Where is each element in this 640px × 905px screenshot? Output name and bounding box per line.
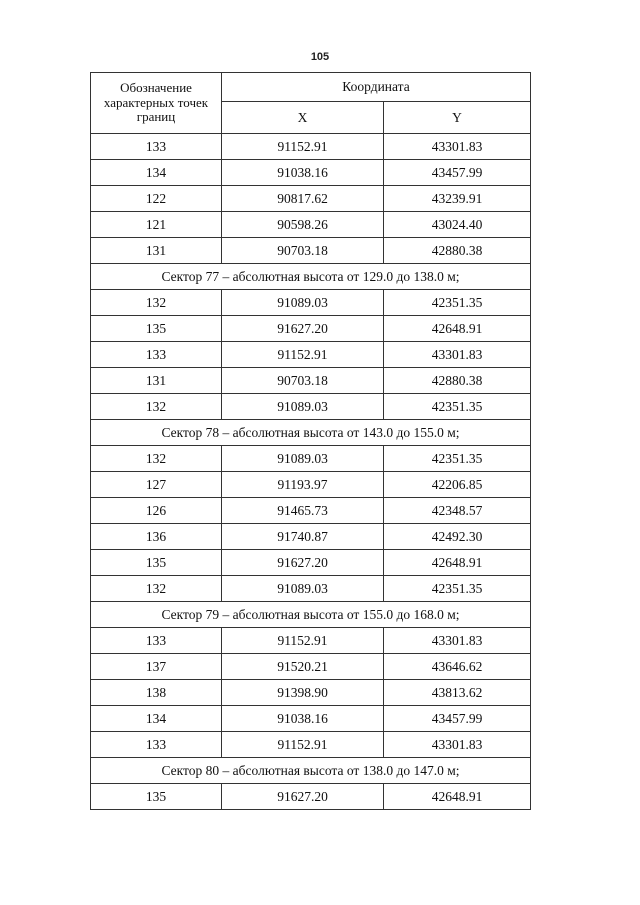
x-coordinate-cell: 91152.91 <box>222 134 384 160</box>
x-coordinate-cell: 90703.18 <box>222 238 384 264</box>
point-id-cell: 133 <box>91 732 222 758</box>
table-row <box>91 576 531 602</box>
table-row <box>91 446 531 472</box>
table-row <box>91 628 531 654</box>
y-coordinate-cell: 42351.35 <box>384 394 531 420</box>
y-coordinate-cell: 43301.83 <box>384 134 531 160</box>
table-row <box>91 238 531 264</box>
x-coordinate-cell: 91152.91 <box>222 342 384 368</box>
table-row <box>91 160 531 186</box>
y-coordinate-cell: 43301.83 <box>384 342 531 368</box>
x-coordinate-cell: 91038.16 <box>222 706 384 732</box>
point-id-cell: 121 <box>91 212 222 238</box>
table-row <box>91 524 531 550</box>
table-row <box>91 316 531 342</box>
point-id-cell: 135 <box>91 316 222 342</box>
x-coordinate-cell: 91627.20 <box>222 550 384 576</box>
x-coordinate-cell: 91465.73 <box>222 498 384 524</box>
point-id-cell: 132 <box>91 290 222 316</box>
point-id-cell: 133 <box>91 342 222 368</box>
y-coordinate-cell: 43301.83 <box>384 732 531 758</box>
table-row <box>91 706 531 732</box>
point-id-cell: 126 <box>91 498 222 524</box>
point-id-cell: 122 <box>91 186 222 212</box>
point-id-cell: 135 <box>91 784 222 810</box>
y-coordinate-cell: 43239.91 <box>384 186 531 212</box>
point-id-cell: 132 <box>91 394 222 420</box>
x-coordinate-cell: 91627.20 <box>222 316 384 342</box>
table-row <box>91 498 531 524</box>
sector-heading: Сектор 77 – абсолютная высота от 129.0 до 138.0 м; <box>91 264 531 290</box>
point-id-cell: 131 <box>91 238 222 264</box>
y-coordinate-cell: 42351.35 <box>384 290 531 316</box>
y-coordinate-cell: 42880.38 <box>384 238 531 264</box>
table-row <box>91 784 531 810</box>
x-coordinate-cell: 91089.03 <box>222 576 384 602</box>
point-id-cell: 132 <box>91 446 222 472</box>
x-coordinate-cell: 91740.87 <box>222 524 384 550</box>
table-body <box>91 134 531 810</box>
y-coordinate-cell: 43646.62 <box>384 654 531 680</box>
point-id-cell: 133 <box>91 134 222 160</box>
y-coordinate-cell: 42492.30 <box>384 524 531 550</box>
point-id-cell: 127 <box>91 472 222 498</box>
point-id-cell: 134 <box>91 706 222 732</box>
point-id-cell: 137 <box>91 654 222 680</box>
x-coordinate-cell: 91193.97 <box>222 472 384 498</box>
point-id-cell: 136 <box>91 524 222 550</box>
coordinate-header: Координата <box>222 73 531 102</box>
x-coordinate-cell: 91089.03 <box>222 394 384 420</box>
y-coordinate-cell: 43301.83 <box>384 628 531 654</box>
table-row <box>91 654 531 680</box>
y-coordinate-cell: 42880.38 <box>384 368 531 394</box>
x-coordinate-cell: 90703.18 <box>222 368 384 394</box>
table-row <box>91 186 531 212</box>
table-row <box>91 680 531 706</box>
y-coordinate-cell: 42648.91 <box>384 316 531 342</box>
point-id-cell: 133 <box>91 628 222 654</box>
x-coordinate-cell: 91627.20 <box>222 784 384 810</box>
table-row <box>91 394 531 420</box>
x-coordinate-cell: 91089.03 <box>222 446 384 472</box>
y-coordinate-cell: 43813.62 <box>384 680 531 706</box>
x-coordinate-cell: 90817.62 <box>222 186 384 212</box>
x-header: X <box>222 102 384 134</box>
y-coordinate-cell: 42348.57 <box>384 498 531 524</box>
y-coordinate-cell: 43457.99 <box>384 706 531 732</box>
sector-heading: Сектор 78 – абсолютная высота от 143.0 до 155.0 м; <box>91 420 531 446</box>
table-row <box>91 342 531 368</box>
x-coordinate-cell: 91152.91 <box>222 628 384 654</box>
table-row <box>91 134 531 160</box>
table-row <box>91 368 531 394</box>
x-coordinate-cell: 91089.03 <box>222 290 384 316</box>
y-coordinate-cell: 42648.91 <box>384 550 531 576</box>
point-id-cell: 134 <box>91 160 222 186</box>
sector-row <box>91 758 531 784</box>
point-id-cell: 131 <box>91 368 222 394</box>
x-coordinate-cell: 91038.16 <box>222 160 384 186</box>
y-coordinate-cell: 43457.99 <box>384 160 531 186</box>
x-coordinate-cell: 91520.21 <box>222 654 384 680</box>
sector-heading: Сектор 79 – абсолютная высота от 155.0 до 168.0 м; <box>91 602 531 628</box>
page-number: 105 <box>310 51 330 63</box>
y-coordinate-cell: 42206.85 <box>384 472 531 498</box>
sector-row <box>91 420 531 446</box>
sector-row <box>91 602 531 628</box>
designation-header: Обозначение характерных точек границ <box>91 73 222 134</box>
table-row <box>91 212 531 238</box>
y-coordinate-cell: 43024.40 <box>384 212 531 238</box>
table-row <box>91 550 531 576</box>
y-coordinate-cell: 42351.35 <box>384 446 531 472</box>
y-coordinate-cell: 42351.35 <box>384 576 531 602</box>
table-row <box>91 472 531 498</box>
coordinates-table <box>90 72 531 810</box>
point-id-cell: 138 <box>91 680 222 706</box>
y-coordinate-cell: 42648.91 <box>384 784 531 810</box>
x-coordinate-cell: 90598.26 <box>222 212 384 238</box>
y-header: Y <box>384 102 531 134</box>
x-coordinate-cell: 91398.90 <box>222 680 384 706</box>
point-id-cell: 135 <box>91 550 222 576</box>
point-id-cell: 132 <box>91 576 222 602</box>
x-coordinate-cell: 91152.91 <box>222 732 384 758</box>
table-row <box>91 732 531 758</box>
table-header <box>91 73 531 134</box>
sector-heading: Сектор 80 – абсолютная высота от 138.0 до 147.0 м; <box>91 758 531 784</box>
sector-row <box>91 264 531 290</box>
table-row <box>91 290 531 316</box>
